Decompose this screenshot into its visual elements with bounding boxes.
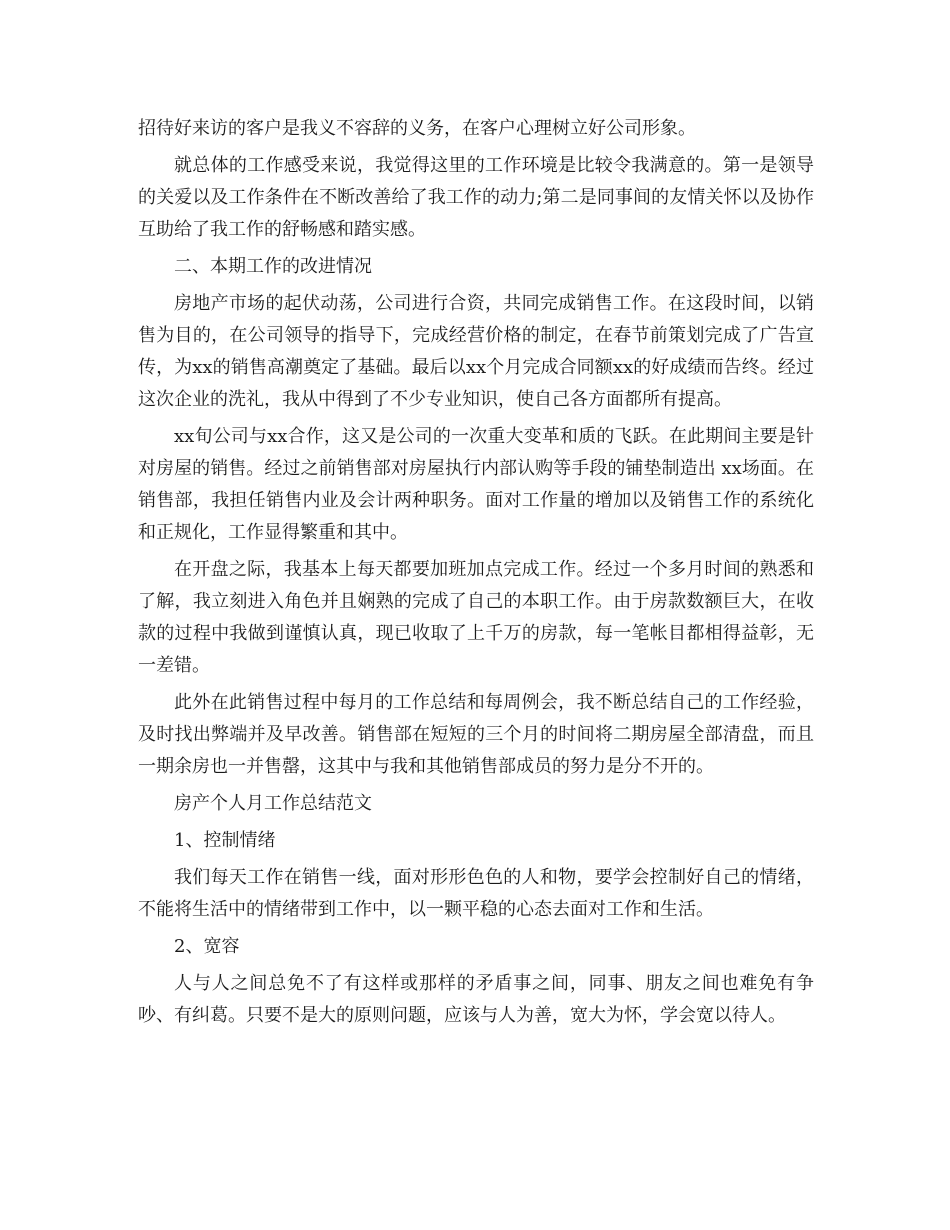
subheading-tolerance: 2、宽容 [174, 936, 240, 957]
paragraph-work-feeling: 就总体的工作感受来说，我觉得这里的工作环境是比较令我满意的。第一是领导的关爱以及工作条件在不断改善给了我工作的动力;第二是同事间的友情关怀以及协作互助给了我工作的舒畅感和踏实感。 [138, 155, 814, 240]
paragraph-opening: 在开盘之际，我基本上每天都要加班加点完成工作。经过一个多月时间的熟悉和了解，我立刻进入角色并且娴熟的完成了自己的本职工作。由于房款数额巨大，在收款的过程中我做到谨慎认真，现已收取了上千万的房款，每一笔帐目都相得益彰，无一差错。 [138, 559, 814, 676]
subheading-emotion: 1、控制情绪 [174, 830, 276, 851]
paragraph-tolerance: 人与人之间总免不了有这样或那样的矛盾事之间，同事、朋友之间也难免有争吵、有纠葛。只要不是大的原则问题，应该与人为善，宽大为怀，学会宽以待人。 [138, 973, 814, 1026]
paragraph-summary: 此外在此销售过程中每月的工作总结和每周例会，我不断总结自己的工作经验，及时找出弊端并及早改善。销售部在短短的三个月的时间将二期房屋全部清盘，而且一期余房也一并售罄，这其中与我和其他销售部成员的努力是分不开的。 [138, 692, 814, 777]
section-heading-sample: 房产个人月工作总结范文 [174, 793, 372, 814]
paragraph-market: 房地产市场的起伏动荡，公司进行合资，共同完成销售工作。在这段时间，以销售为目的，在公司领导的指导下，完成经营价格的制定，在春节前策划完成了广告宣传，为xx的销售高潮奠定了基础。最后以xx个月完成合同额xx的好成绩而告终。经过这次企业的洗礼，我从中得到了不少专业知识，使自己各方面都所有提高。 [138, 293, 814, 410]
document-body [138, 113, 814, 1037]
section-heading-improvements: 二、本期工作的改进情况 [174, 256, 372, 277]
paragraph-cooperation: xx旬公司与xx合作，这又是公司的一次重大变革和质的飞跃。在此期间主要是针对房屋的销售。经过之前销售部对房屋执行内部认购等手段的铺垫制造出 xx场面。在销售部，我担任销售内业及会计两种职务。面对工作量的增加以及销售工作的系统化和正规化，工作显得繁重和其中。 [138, 426, 814, 543]
paragraph-reception: 招待好来访的客户是我义不容辞的义务，在客户心理树立好公司形象。 [138, 118, 696, 139]
paragraph-emotion: 我们每天工作在销售一线，面对形形色色的人和物，要学会控制好自己的情绪，不能将生活中的情绪带到工作中，以一颗平稳的心态去面对工作和生活。 [138, 867, 814, 920]
